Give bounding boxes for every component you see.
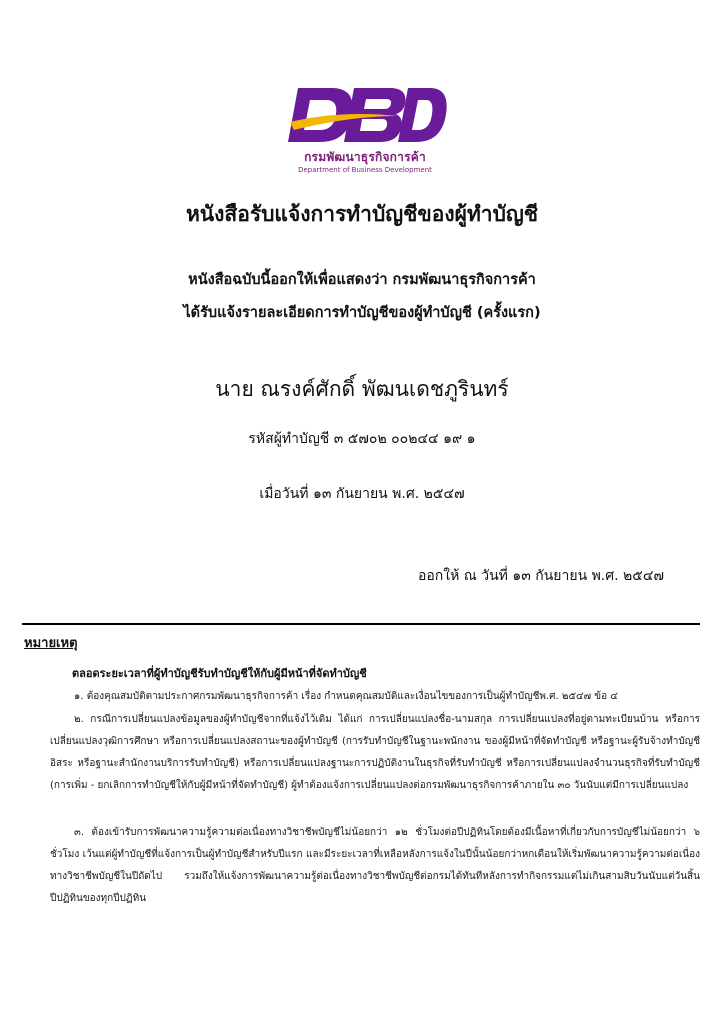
remark-item-1: ๑. ต้องคุณสมบัติตามประกาศกรมพัฒนาธุรกิจการค้า เรื่อง กำหนดคุณสมบัติและเงื่อนไขของการเป็นผู้ทำบัญชีพ.ศ. ๒๕๔๗ ข้อ ๔: [74, 691, 618, 702]
logo-org-thai: กรมพัฒนาธุรกิจการค้า: [304, 150, 426, 164]
accountant-code: รหัสผู้ทำบัญชี ๓ ๕๗๐๒ ๐๐๒๔๔ ๑๙ ๑: [248, 431, 476, 447]
dbd-logo-mark: [280, 82, 450, 148]
issued-date: ออกให้ ณ วันที่ ๑๓ กันยายน พ.ศ. ๒๕๔๗: [417, 568, 664, 584]
accountant-name: นาย ณรงค์ศักดิ์ พัฒนเดชภูรินทร์: [215, 377, 509, 401]
dbd-logo: [280, 82, 450, 184]
subtitle-line-1: หนังสือฉบับนี้ออกให้เพื่อแสดงว่า กรมพัฒนาธุรกิจการค้า: [188, 272, 536, 288]
logo-org-english: Department of Business Development: [298, 166, 432, 174]
remarks-heading: หมายเหตุ: [24, 636, 78, 651]
remark-item-2: ๒. กรณีการเปลี่ยนแปลงข้อมูลของผู้ทำบัญชีจากที่แจ้งไว้เดิม ได้แก่ การเปลี่ยนแปลงชื่อ-นามสกุล การเปลี่ยนแปลงที่อยู่ตามทะเบียนบ้าน หรือการเปลี่ยนแปลงวุฒิการศึกษา หรือการเปลี่ยนแปลงสถานะของผู้ทำบัญชี (การรับทำบัญชีในฐานะพนักงาน ของผู้มีหน้าที่จัดทำบัญชี หรือฐานะผู้รับจ้างทำบัญชีอิสระ หรือฐานะสำนักงานบริการรับทำบัญชี) หรือการเปลี่ยนแปลงฐานะการปฏิบัติงานในธุรกิจที่รับทำบัญชี หรือการเปลี่ยนแปลงจำนวนธุรกิจที่รับทำบัญชี (การเพิ่ม - ยกเลิกการทำบัญชีให้กับผู้มีหน้าที่จัดทำบัญชี) ผู้ทำต้องแจ้งการเปลี่ยนแปลงต่อกรมพัฒนาธุรกิจการค้าภายใน ๓๐ วันนับแต่มีการเปลี่ยนแปลง: [50, 714, 700, 791]
section-divider: [22, 623, 700, 625]
notified-date: เมื่อวันที่ ๑๓ กันยายน พ.ศ. ๒๕๔๗: [259, 486, 465, 502]
document-title: หนังสือรับแจ้งการทำบัญชีของผู้ทำบัญชี: [185, 202, 539, 226]
subtitle-line-2: ได้รับแจ้งรายละเอียดการทำบัญชีของผู้ทำบัญชี (ครั้งแรก): [183, 305, 541, 321]
remarks-subheading: ตลอดระยะเวลาที่ผู้ทำบัญชีรับทำบัญชีให้กับผู้มีหน้าที่จัดทำบัญชี: [72, 667, 367, 680]
remark-item-3: ๓. ต้องเข้ารับการพัฒนาความรู้ความต่อเนื่องทางวิชาชีพบัญชีไม่น้อยกว่า ๑๒ ชั่วโมงต่อปีปฏิทินโดยต้องมีเนื้อหาที่เกี่ยวกับการบัญชีไม่น้อยกว่า ๖ ชั่วโมง เว้นแต่ผู้ทำบัญชีที่แจ้งการเป็นผู้ทำบัญชีสำหรับปีแรก และมีระยะเวลาที่เหลือหลังการแจ้งในปีนั้นน้อยกว่าหกเดือนให้เริ่มพัฒนาความรู้ความต่อเนื่องทางวิชาชีพบัญชีในปีถัดไป รวมถึงให้แจ้งการพัฒนาความรู้ต่อเนื่องทางวิชาชีพบัญชีต่อกรมได้ทันทีหลังการทำกิจกรรมแต่ไม่เกินสามสิบวันนับแต่วันสิ้นปีปฏิทินของทุกปีปฏิทิน: [50, 827, 700, 904]
